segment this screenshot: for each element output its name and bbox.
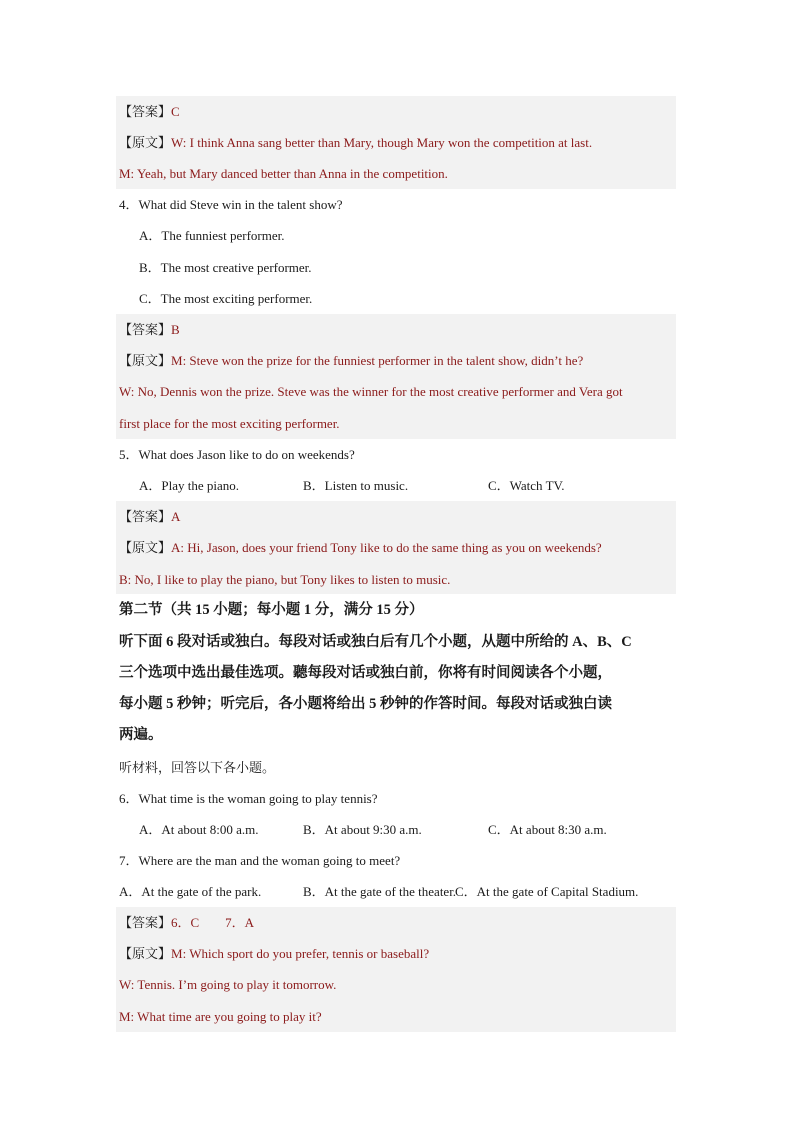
option-a: A．Play the piano. — [139, 478, 240, 493]
section-instruction: 听下面 6 段对话或独白。每段对话或独白后有几个小题，从题中所给的 A、B、C — [119, 634, 632, 650]
option-c: C．At the gate of Capital Stadium. — [455, 884, 639, 899]
section-instruction: 三个选项中选出最佳选项。聽每段对话或独白前，你将有时间阅读各个小题， — [119, 665, 612, 681]
section-instruction: 两遍。 — [119, 727, 163, 743]
question-stem: 4．What did Steve win in the talent show? — [119, 197, 343, 212]
original-text-line: W: Tennis. I’m going to play it tomorrow. — [119, 977, 337, 992]
answer-line: 【答案】A — [119, 509, 181, 524]
section-title: 第二节（共 15 小题；每小题 1 分，满分 15 分） — [119, 602, 424, 618]
option-a: A．The funniest performer. — [139, 228, 285, 243]
question-stem: 6．What time is the woman going to play tennis? — [119, 791, 378, 806]
option-b: B．Listen to music. — [303, 478, 409, 493]
original-text-line: W: No, Dennis won the prize. Steve was the winner for the most creative performer and Vera got — [119, 384, 623, 399]
answer-line: 【答案】6．C 7．A — [119, 915, 255, 930]
answer-line: 【答案】C — [119, 104, 180, 119]
option-b: B．The most creative performer. — [139, 260, 312, 275]
option-b: B．At about 9:30 a.m. — [303, 822, 422, 837]
original-text-line: first place for the most exciting performer. — [119, 416, 340, 431]
sub-instruction: 听材料，回答以下各小题。 — [119, 760, 276, 775]
original-text-line: M: What time are you going to play it? — [119, 1009, 322, 1024]
answer-line: 【答案】B — [119, 322, 180, 337]
option-a: A．At the gate of the park. — [119, 884, 262, 899]
question-stem: 5．What does Jason like to do on weekends? — [119, 447, 355, 462]
option-c: C．The most exciting performer. — [139, 291, 313, 306]
question-stem: 7．Where are the man and the woman going to meet? — [119, 853, 401, 868]
option-b: B．At the gate of the theater. — [303, 884, 457, 899]
section-instruction: 每小题 5 秒钟；听完后，各小题将给出 5 秒钟的作答时间。每段对话或独白读 — [119, 696, 612, 712]
option-a: A．At about 8:00 a.m. — [139, 822, 259, 837]
original-text-line: 【原文】A: Hi, Jason, does your friend Tony like to do the same thing as you on weekends? — [119, 540, 602, 555]
original-text-line: M: Yeah, but Mary danced better than Anna in the competition. — [119, 166, 448, 181]
original-text-line: B: No, I like to play the piano, but Tony likes to listen to music. — [119, 572, 451, 587]
option-c: C．At about 8:30 a.m. — [488, 822, 607, 837]
original-text-line: 【原文】W: I think Anna sang better than Mary, though Mary won the competition at last. — [119, 135, 593, 150]
original-text-line: 【原文】M: Which sport do you prefer, tennis or baseball? — [119, 946, 430, 961]
option-c: C．Watch TV. — [488, 478, 565, 493]
original-text-line: 【原文】M: Steve won the prize for the funniest performer in the talent show, didn’t he? — [119, 353, 584, 368]
